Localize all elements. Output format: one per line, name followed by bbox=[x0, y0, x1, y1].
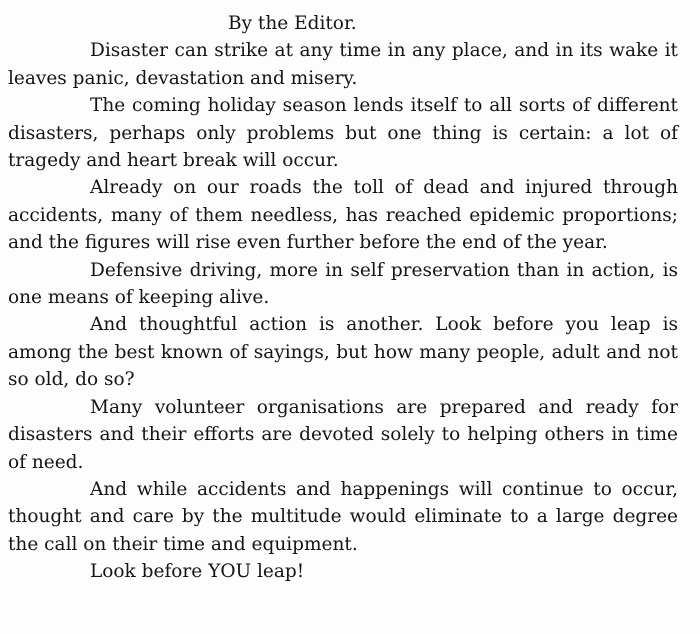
paragraph-1: Disaster can strike at any time in any place, and in its wake it leaves panic, devastation and misery. bbox=[8, 40, 678, 89]
paragraph-6: Many volunteer organisations are prepared and ready for disasters and their efforts are devoted solely to helping others in time of need. bbox=[8, 396, 678, 473]
paragraph-4: Defensive driving, more in self preservation than in action, is one means of keeping alive. bbox=[8, 259, 678, 309]
paragraph-5: And thoughtful action is another. Look before you leap is among the best known of sayings, but how many people, adult and not so old, do so? bbox=[8, 314, 678, 391]
paragraph-7: And while accidents and happenings will continue to occur, thought and care by the multitude would eliminate to a large degree the call on their time and equipment. bbox=[8, 478, 678, 555]
editorial-article bbox=[8, 10, 678, 586]
paragraph-8: Look before YOU leap! bbox=[90, 561, 305, 583]
paragraph-3: Already on our roads the toll of dead and injured through accidents, many of them needless, has reached epidemic proportions; and the figures will rise even further before the end of the year. bbox=[8, 177, 678, 254]
paragraph-2: The coming holiday season lends itself to all sorts of different disasters, perhaps only problems but one thing is certain: a lot of tragedy and heart break will occur. bbox=[8, 95, 678, 172]
byline: By the Editor. bbox=[228, 13, 357, 34]
